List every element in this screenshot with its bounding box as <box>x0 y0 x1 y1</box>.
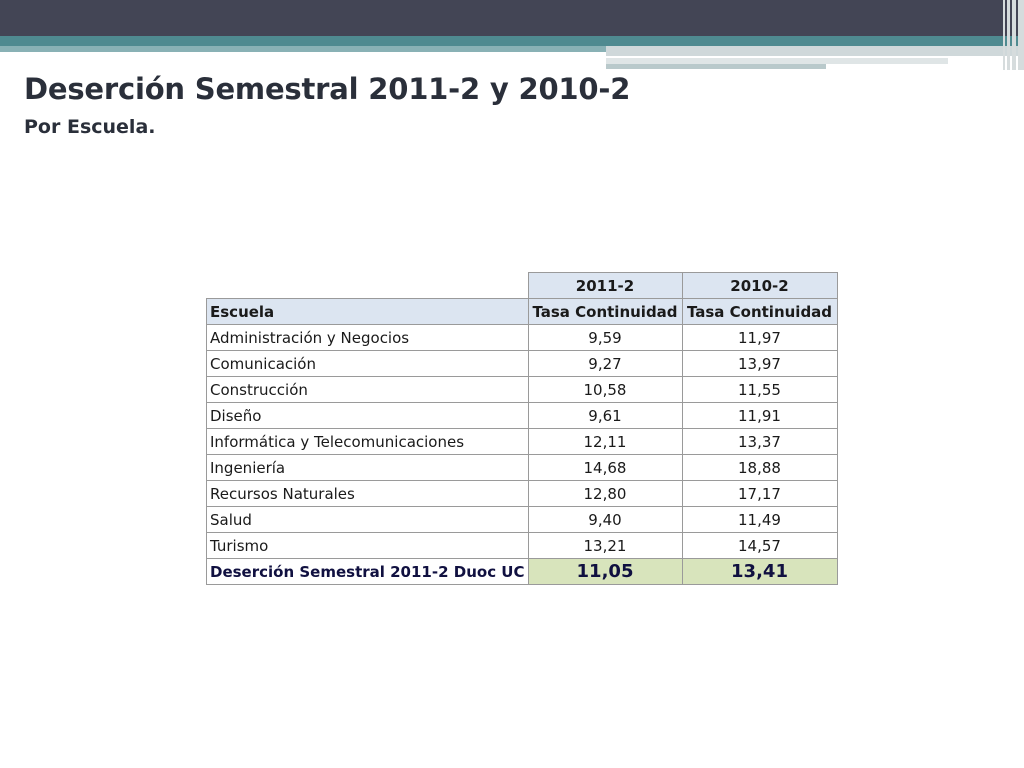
escuela-cell: Construcción <box>207 377 529 403</box>
table-total-row <box>207 559 838 585</box>
period-header-2011: 2011-2 <box>528 273 682 299</box>
tasa-2010-cell: 11,91 <box>682 403 837 429</box>
column-header-tasa-2011: Tasa Continuidad <box>528 299 682 325</box>
escuela-cell: Ingeniería <box>207 455 529 481</box>
table-row <box>207 507 838 533</box>
table-column-header-row <box>207 299 838 325</box>
tasa-2011-cell: 14,68 <box>528 455 682 481</box>
escuela-cell: Informática y Telecomunicaciones <box>207 429 529 455</box>
tasa-2011-cell: 10,58 <box>528 377 682 403</box>
table-row <box>207 403 838 429</box>
tasa-2011-cell: 12,11 <box>528 429 682 455</box>
escuela-cell: Recursos Naturales <box>207 481 529 507</box>
tasa-2011-cell: 9,61 <box>528 403 682 429</box>
tasa-2011-cell: 12,80 <box>528 481 682 507</box>
tasa-2010-cell: 17,17 <box>682 481 837 507</box>
banner-vertical-stripes <box>992 0 1024 70</box>
table-row <box>207 429 838 455</box>
tasa-2011-cell: 9,59 <box>528 325 682 351</box>
tasa-2010-cell: 11,55 <box>682 377 837 403</box>
escuela-cell: Administración y Negocios <box>207 325 529 351</box>
tasa-2010-cell: 18,88 <box>682 455 837 481</box>
tasa-2010-cell: 14,57 <box>682 533 837 559</box>
banner-gray-stripe <box>606 64 826 69</box>
tasa-2011-cell: 13,21 <box>528 533 682 559</box>
column-header-escuela: Escuela <box>207 299 529 325</box>
escuela-cell: Turismo <box>207 533 529 559</box>
tasa-2011-cell: 9,27 <box>528 351 682 377</box>
table-row <box>207 481 838 507</box>
total-2011-cell: 11,05 <box>528 559 682 585</box>
desercion-table <box>206 272 838 585</box>
tasa-2010-cell: 11,49 <box>682 507 837 533</box>
tasa-2010-cell: 11,97 <box>682 325 837 351</box>
table-period-header-row <box>207 273 838 299</box>
page-subtitle: Por Escuela. <box>24 116 156 138</box>
top-banner <box>0 0 1024 36</box>
table-corner-cell <box>207 273 529 299</box>
escuela-cell: Comunicación <box>207 351 529 377</box>
page-title: Deserción Semestral 2011-2 y 2010-2 <box>24 72 631 106</box>
tasa-2010-cell: 13,97 <box>682 351 837 377</box>
total-2010-cell: 13,41 <box>682 559 837 585</box>
table-row <box>207 325 838 351</box>
table-row <box>207 455 838 481</box>
table-row <box>207 533 838 559</box>
period-header-2010: 2010-2 <box>682 273 837 299</box>
total-label-cell: Deserción Semestral 2011-2 Duoc UC <box>207 559 529 585</box>
banner-teal-stripe <box>0 36 1024 46</box>
escuela-cell: Diseño <box>207 403 529 429</box>
tasa-2010-cell: 13,37 <box>682 429 837 455</box>
table-row <box>207 377 838 403</box>
banner-gray-stripe <box>606 46 1024 56</box>
tasa-2011-cell: 9,40 <box>528 507 682 533</box>
banner-light-stripe <box>0 46 606 52</box>
table-row <box>207 351 838 377</box>
column-header-tasa-2010: Tasa Continuidad <box>682 299 837 325</box>
escuela-cell: Salud <box>207 507 529 533</box>
